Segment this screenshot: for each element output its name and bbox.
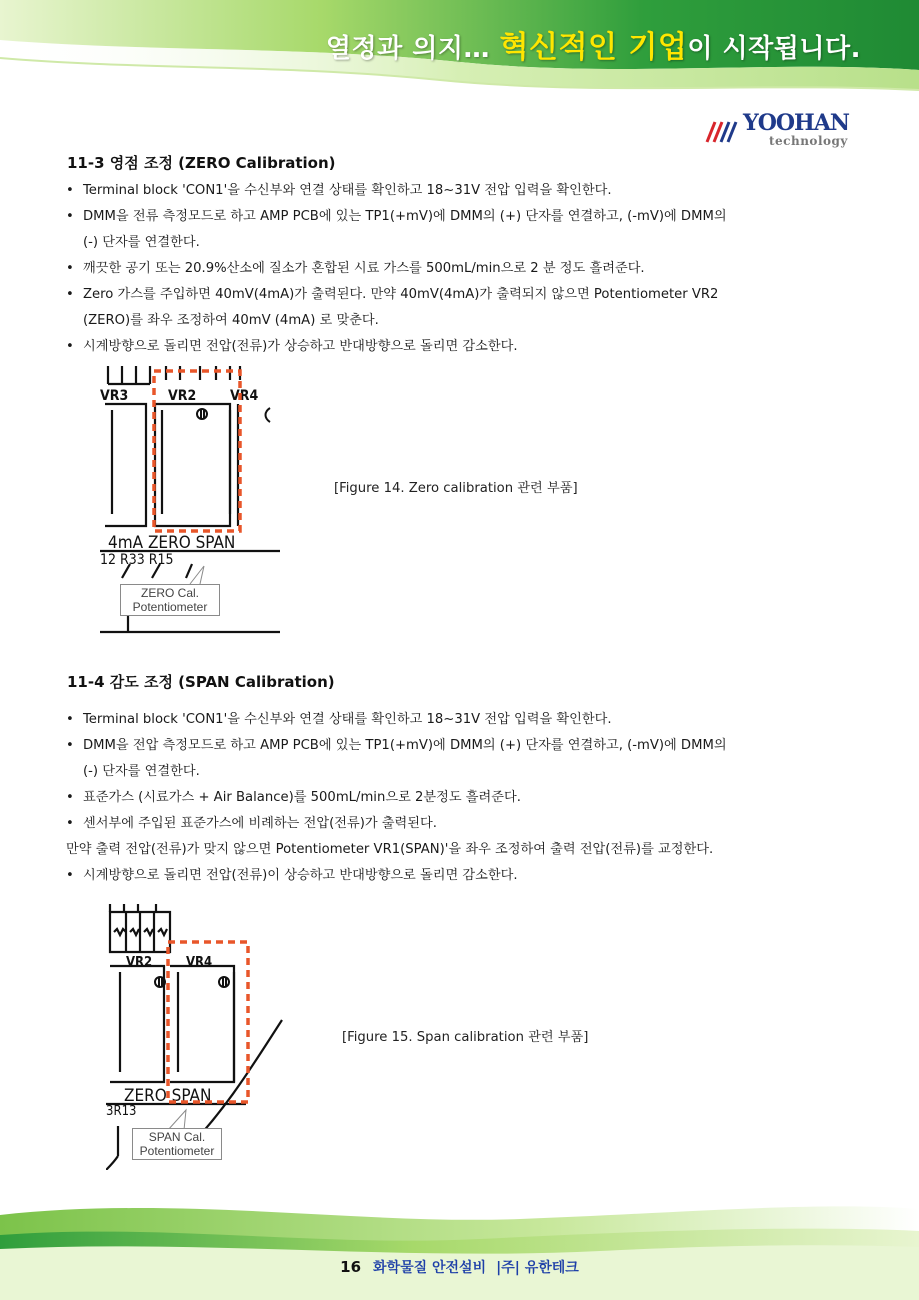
zero-callout-line1: ZERO Cal. bbox=[140, 586, 199, 600]
label-vr2: VR2 bbox=[126, 955, 153, 970]
label-vr2: VR2 bbox=[168, 388, 197, 404]
figure-15-caption: [Figure 15. Span calibration 관련 부품] bbox=[342, 1030, 589, 1045]
page-header bbox=[0, 0, 919, 95]
label-refs: 3R13 bbox=[106, 1104, 137, 1119]
list-item: • 센서부에 주입된 표준가스에 비례하는 전압(전류)가 출력된다. bbox=[66, 811, 856, 837]
page-footer bbox=[0, 1195, 919, 1300]
list-item: • Terminal block 'CON1'을 수신부와 연결 상태를 확인하고 18~31V 전압 입력을 확인한다. bbox=[66, 707, 856, 733]
list-item: • 깨끗한 공기 또는 20.9%산소에 질소가 혼합된 시료 가스를 500mL/min으로 2 분 정도 흘려준다. bbox=[66, 256, 856, 282]
section-title-zero: 11-3 영점 조정 (ZERO Calibration) bbox=[67, 154, 336, 172]
list-item: • 표준가스 (시료가스 + Air Balance)를 500mL/min으로 2분정도 흘려준다. bbox=[66, 785, 856, 811]
list-item: • 시계방향으로 돌리면 전압(전류)이 상승하고 반대방향으로 돌리면 감소한다. bbox=[66, 863, 856, 889]
slogan-suffix: 이 시작됩니다. bbox=[687, 34, 861, 64]
zero-callout bbox=[120, 584, 220, 616]
logo-name: YOOHAN bbox=[743, 110, 849, 136]
figure-span-pcb bbox=[106, 900, 286, 1170]
zero-procedure-list bbox=[66, 178, 856, 360]
footer-text bbox=[0, 1257, 919, 1277]
list-item: • 시계방향으로 돌리면 전압(전류)가 상승하고 반대방향으로 돌리면 감소한다. bbox=[66, 334, 856, 360]
zero-callout-line2: Potentiometer bbox=[132, 600, 208, 614]
list-item: • Terminal block 'CON1'을 수신부와 연결 상태를 확인하고 18~31V 전압 입력을 확인한다. bbox=[66, 178, 856, 204]
label-vr4: VR4 bbox=[186, 955, 213, 970]
label-vr4: VR4 bbox=[230, 388, 259, 404]
list-item: • Zero 가스를 주입하면 40mV(4mA)가 출력된다. 만약 40mV(4mA)가 출력되지 않으면 Potentiometer VR2 bbox=[66, 282, 856, 308]
span-callout-line2: Potentiometer bbox=[139, 1144, 215, 1158]
span-callout-line1: SPAN Cal. bbox=[148, 1130, 206, 1144]
label-refs: 12 R33 R15 bbox=[100, 552, 174, 568]
span-procedure-list bbox=[66, 707, 856, 889]
label-zero-span: ZERO SPAN bbox=[124, 1086, 212, 1106]
figure-zero-pcb bbox=[100, 366, 280, 636]
page-number: 16 bbox=[340, 1258, 362, 1276]
span-callout bbox=[132, 1128, 222, 1160]
list-item-continuation: (-) 단자를 연결한다. bbox=[83, 235, 200, 250]
label-zero-span: 4mA ZERO SPAN bbox=[108, 533, 236, 553]
company-logo bbox=[703, 112, 855, 154]
list-item-continuation: (-) 단자를 연결한다. bbox=[83, 764, 200, 779]
list-item: • DMM을 전압 측정모드로 하고 AMP PCB에 있는 TP1(+mV)에 DMM의 (+) 단자를 연결하고, (-mV)에 DMM의 bbox=[66, 733, 856, 759]
logo-subtitle: technology bbox=[769, 134, 848, 148]
list-item: • DMM을 전류 측정모드로 하고 AMP PCB에 있는 TP1(+mV)에 DMM의 (+) 단자를 연결하고, (-mV)에 DMM의 bbox=[66, 204, 856, 230]
section-title-span: 11-4 감도 조정 (SPAN Calibration) bbox=[67, 673, 335, 691]
list-item-note: 만약 출력 전압(전류)가 맞지 않으면 Potentiometer VR1(SPAN)'을 좌우 조정하여 출력 전압(전류)를 교정한다. bbox=[66, 842, 714, 857]
list-item-continuation: (ZERO)를 좌우 조정하여 40mV (4mA) 로 맞춘다. bbox=[83, 313, 379, 328]
slogan-prefix: 열정과 의지… bbox=[325, 34, 500, 64]
zero-highlight-box bbox=[154, 371, 240, 531]
footer-company: |주| 유한테크 bbox=[496, 1260, 579, 1276]
footer-wave-graphic bbox=[0, 1195, 919, 1300]
logo-slashes-icon bbox=[703, 116, 743, 146]
figure-14-caption: [Figure 14. Zero calibration 관련 부품] bbox=[334, 481, 578, 496]
slogan-highlight: 혁신적인 기업 bbox=[499, 30, 688, 65]
label-vr3: VR3 bbox=[100, 388, 129, 404]
header-slogan bbox=[326, 22, 861, 66]
footer-dept: 화학물질 안전설비 bbox=[373, 1260, 487, 1276]
